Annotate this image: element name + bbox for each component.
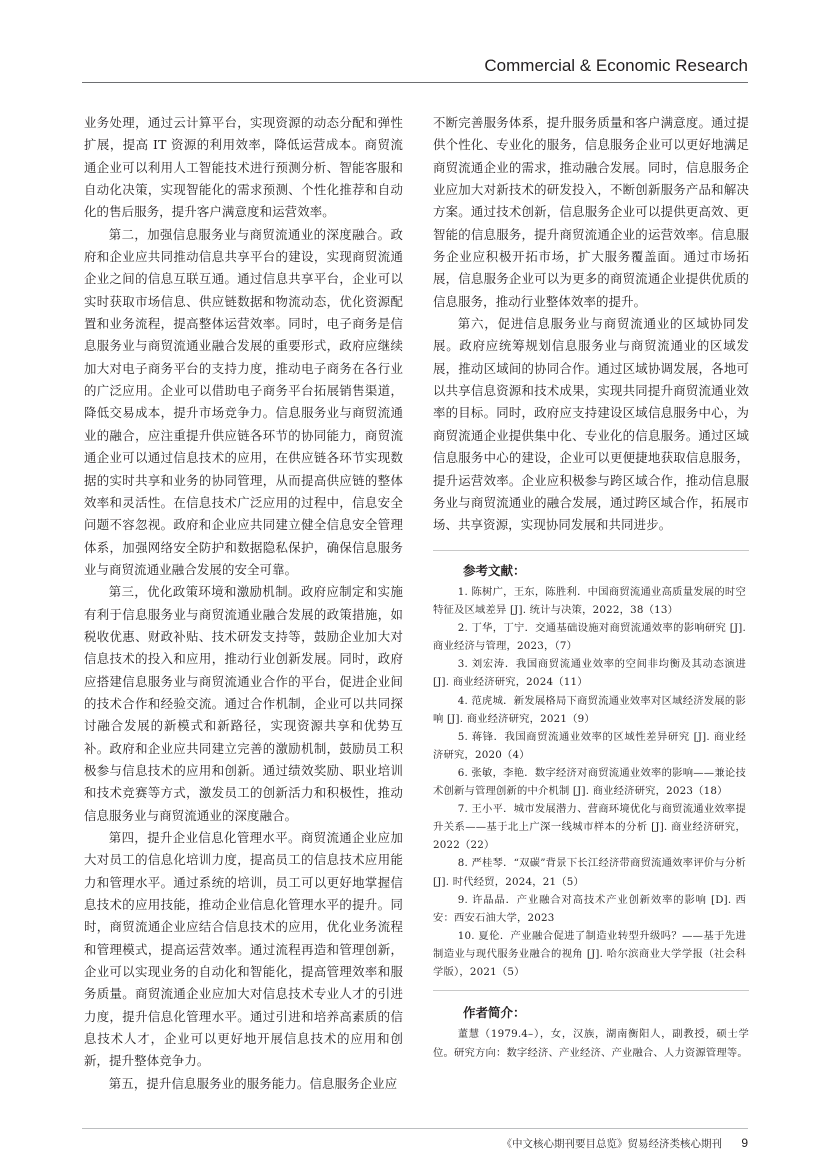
reference-item: 5. 蒋锋．我国商贸流通业效率的区域性差异研究 [J]. 商业经济研究，2020（4）	[433, 730, 746, 761]
reference-item: 2. 丁华，丁宁．交通基础设施对商贸流通效率的影响研究 [J]. 商业经济与管理，2023，（7）	[433, 622, 746, 653]
body-paragraph: 不断完善服务体系，提升服务质量和客户满意度。通过提供个性化、专业化的服务，信息服务企业可以更好地满足商贸流通企业的需求，推动融合发展。同时，信息服务企业应加大对新技术的研发投入，不断创新服务产品和解决方案。通过技术创新，信息服务企业可以提供更高效、更智能的信息服务，提升商贸流通企业的运营效率。信息服务企业应积极开拓市场，扩大服务覆盖面。通过市场拓展，信息服务企业可以为更多的商贸流通企业提供优质的信息服务，推动行业整体效率的提升。	[433, 115, 749, 309]
reference-item: 7. 王小平．城市发展潜力、营商环境优化与商贸流通业效率提升关系——基于北上广深一线城市样本的分析 [J]. 商业经济研究，2022（22）	[433, 803, 746, 852]
reference-item: 8. 严桂琴．“双碳”背景下长江经济带商贸流通效率评价与分析 [J]. 时代经贸，2024，21（5）	[433, 857, 746, 888]
body-paragraph: 第二，加强信息服务业与商贸流通业的深度融合。政府和企业应共同推动信息共享平台的建设，实现商贸流通企业之间的信息互联互通。通过信息共享平台，企业可以实时获取市场信息、供应链数据和物流动态，优化资源配置和业务流程，提高整体运营效率。同时，电子商务是信息服务业与商贸流通业融合发展的重要形式，政府应继续加大对电子商务平台的支持力度，推动电子商务在各行业的广泛应用。企业可以借助电子商务平台拓展销售渠道，降低交易成本，提升市场竞争力。信息服务业与商贸流通业的融合，应注重提升供应链各环节的协同能力，商贸流通企业可以通过信息技术的应用，在供应链各环节实现数据的实时共享和业务的协同管理，从而提高供应链的整体效率和灵活性。在信息技术广泛应用的过程中，信息安全问题不容忽视。政府和企业应共同建立健全信息安全管理体系，加强网络安全防护和数据隐私保护，确保信息服务业与商贸流通业融合发展的安全可靠。	[84, 226, 403, 577]
body-paragraph: 第五，提升信息服务业的服务能力。信息服务企业应	[108, 1075, 398, 1091]
reference-item: 10. 夏伦．产业融合促进了制造业转型升级吗？——基于先进制造业与现代服务业融合的视角 [J]. 哈尔滨商业大学学报（社会科学版），2021（5）	[433, 929, 746, 978]
body-paragraph: 第六，促进信息服务业与商贸流通业的区域协同发展。政府应统筹规划信息服务业与商贸流通业的区域发展，推动区域间的协同合作。通过区域协调发展，各地可以共享信息资源和技术成果，实现共同提升商贸流通业效率的目标。同时，政府应支持建设区域信息服务中心，为商贸流通企业提供集中化、专业化的信息服务。通过区域信息服务中心的建设，企业可以更便捷地获取信息服务，提升运营效率。企业应积极参与跨区域合作，推动信息服务业与商贸流通业的融合发展，通过跨区域合作，拓展市场、共享资源，实现协同发展和共同进步。	[433, 316, 749, 533]
left-column	[84, 112, 403, 1095]
right-column	[433, 112, 749, 537]
page-footer	[501, 1136, 748, 1151]
body-paragraph: 第四，提升企业信息化管理水平。商贸流通企业应加大对员工的信息化培训力度，提高员工的信息技术应用能力和管理水平。通过系统的培训，员工可以更好地掌握信息技术的应用技能，推动企业信息化管理水平的提升。同时，商贸流通企业应结合信息技术的应用，优化业务流程和管理模式，提高运营效率。通过流程再造和管理创新，企业可以实现业务的自动化和智能化，提高管理效率和服务质量。商贸流通企业应加大对信息技术专业人才的引进力度，提升信息化管理水平。通过引进和培养高素质的信息技术人才，企业可以更好地开展信息技术的应用和创新，提升整体竞争力。	[84, 830, 403, 1069]
footer-rule	[82, 1128, 748, 1129]
body-paragraph: 业务处理，通过云计算平台，实现资源的动态分配和弹性扩展，提高 IT 资源的利用效率，降低运营成本。商贸流通企业可以利用人工智能技术进行预测分析、智能客服和自动化决策，实现智能化的需求预测、个性化推荐和自动化的售后服务，提升客户满意度和运营效率。	[84, 115, 403, 220]
reference-item: 6. 张敏，李艳．数字经济对商贸流通业效率的影响——兼论技术创新与管理创新的中介机制 [J]. 商业经济研究，2023（18）	[433, 766, 746, 798]
author-bio: 董慧（1979.4–），女，汉族，湖南衡阳人，副教授，硕士学位。研究方向：数字经济、产业经济、产业融合、人力资源管理等。	[433, 1028, 749, 1059]
header-rule	[82, 82, 748, 83]
author-heading: 作者简介：	[463, 1005, 526, 1020]
page-number: 9	[741, 1136, 748, 1150]
reference-item: 9. 许晶晶．产业融合对高技术产业创新效率的影响 [D]. 西安：西安石油大学，2023	[433, 893, 746, 924]
references-heading: 参考文献：	[463, 563, 526, 578]
journal-title: Commercial & Economic Research	[484, 56, 748, 75]
author-section	[433, 990, 749, 1062]
reference-item: 3. 刘宏涛．我国商贸流通业效率的空间非均衡及其动态演进 [J]. 商业经济研究，2024（11）	[433, 658, 746, 689]
body-paragraph: 第三，优化政策环境和激励机制。政府应制定和实施有利于信息服务业与商贸流通业融合发展的政策措施，如税收优惠、财政补贴、技术研发支持等，鼓励企业加大对信息技术的投入和应用，推动行业创新发展。同时，政府应搭建信息服务业与商贸流通业合作的平台，促进企业间的技术合作和经验交流。通过合作机制，企业可以共同探讨融合发展的新模式和新路径，实现资源共享和优势互补。政府和企业应共同建立完善的激励机制，鼓励员工积极参与信息技术的应用和创新。通过绩效奖励、职业培训和技术竞赛等方式，激发员工的创新活力和积极性，推动信息服务业与商贸流通业的深度融合。	[84, 584, 403, 823]
reference-item: 4. 范虎城．新发展格局下商贸流通业效率对区域经济发展的影响 [J]. 商业经济研究，2021（9）	[433, 694, 746, 725]
footer-journal-note: 《中文核心期刊要目总览》贸易经济类核心期刊	[501, 1138, 722, 1150]
reference-item: 1. 陈树广，王东，陈胜利．中国商贸流通业高质量发展的时空特征及区域差异 [J]. 统计与决策，2022，38（13）	[433, 586, 746, 617]
